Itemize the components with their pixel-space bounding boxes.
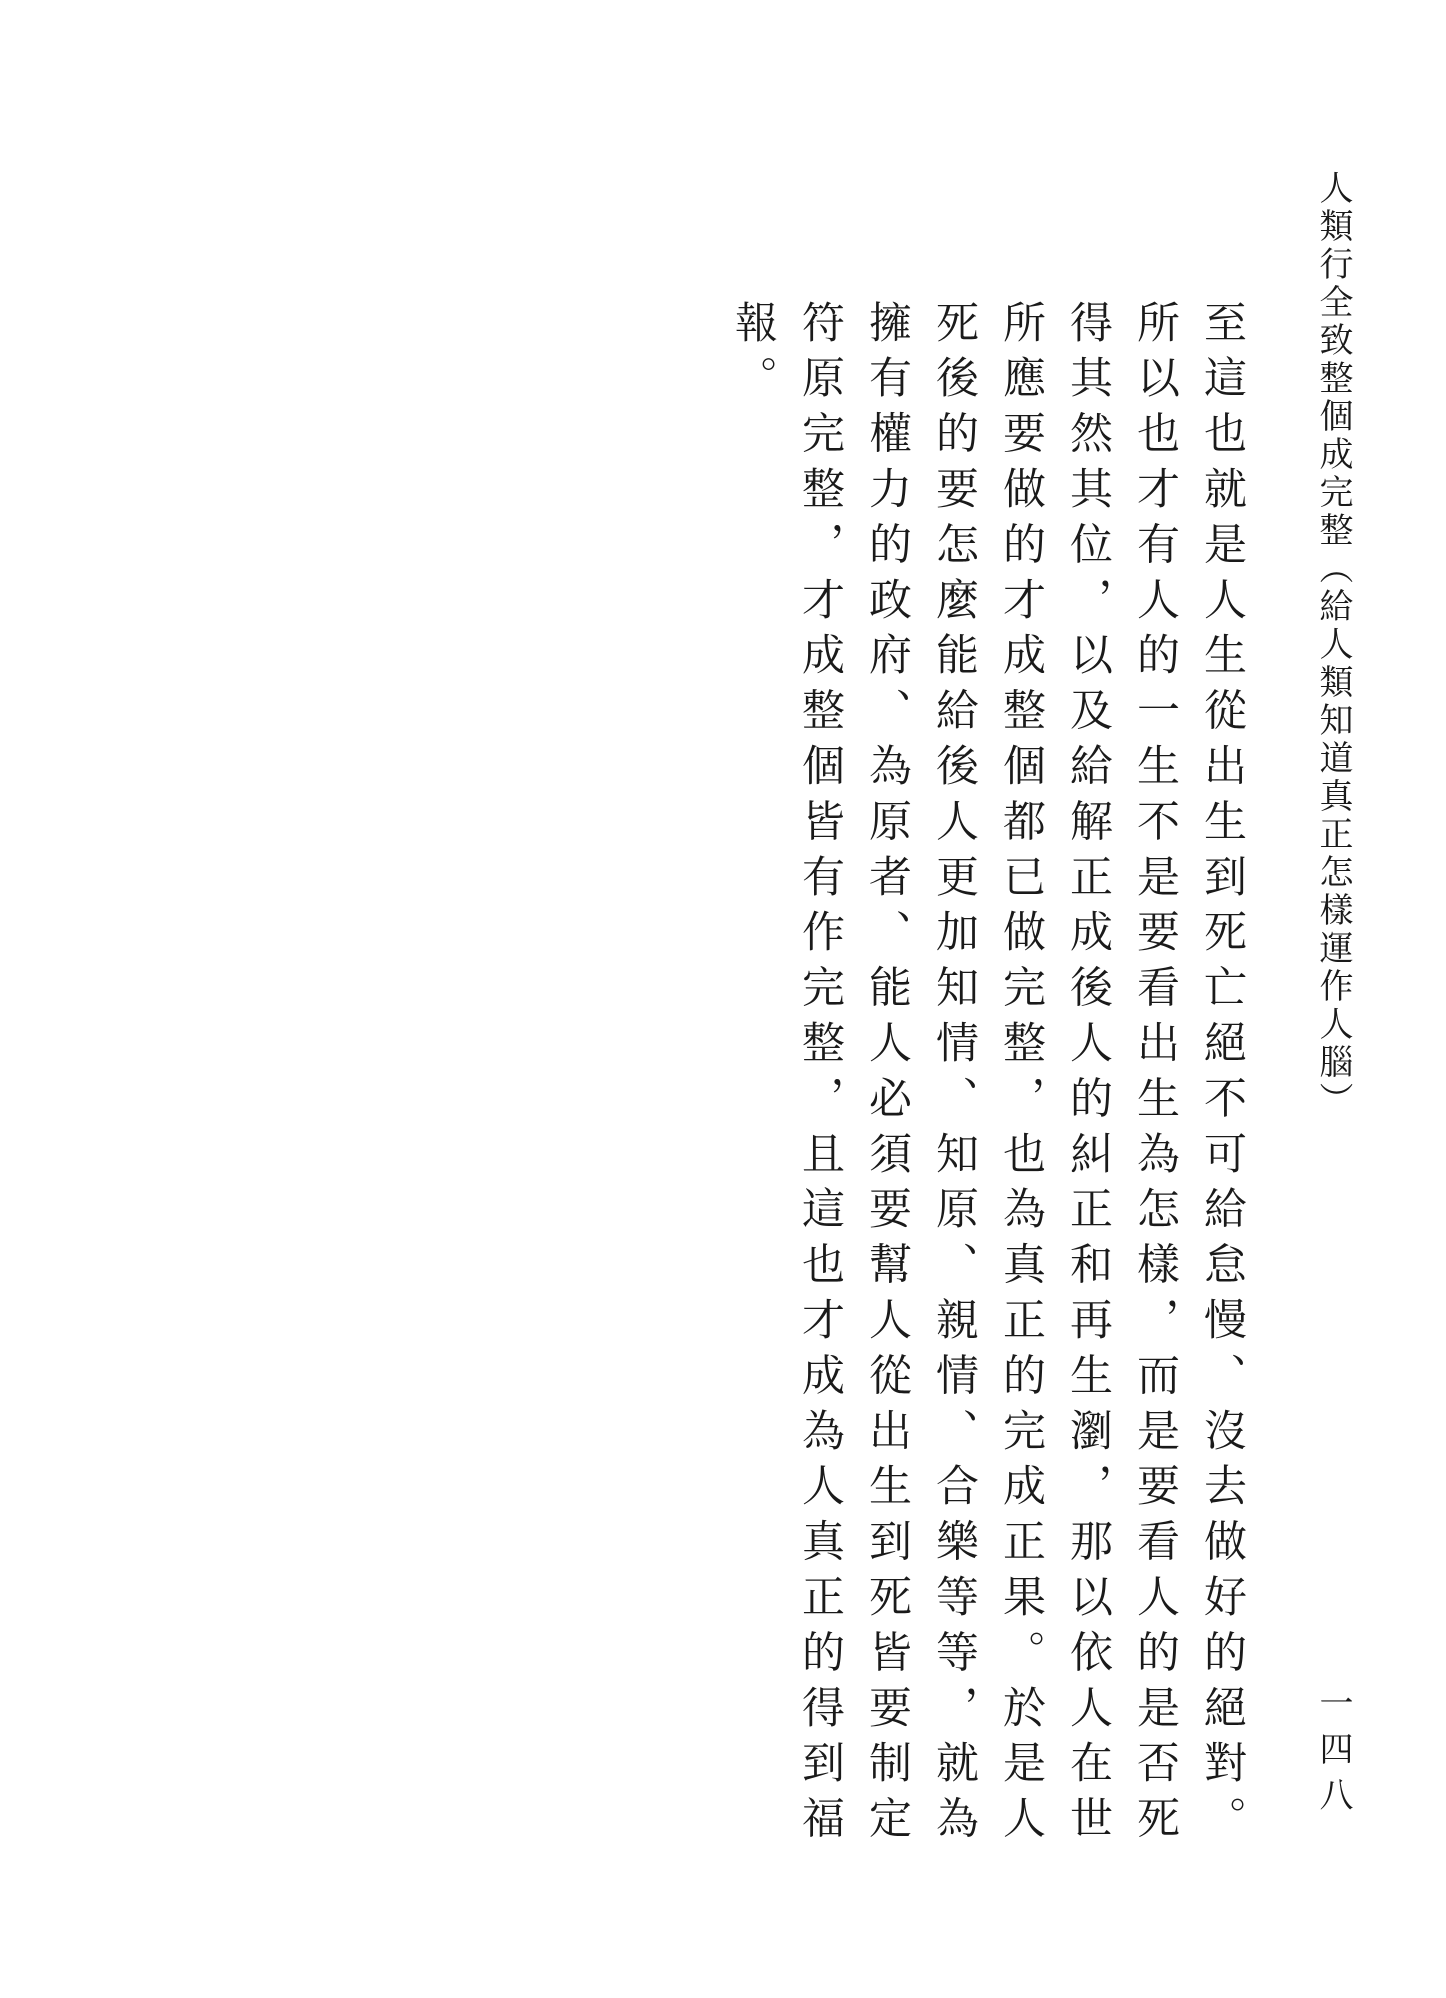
body-text-column-block bbox=[728, 300, 1255, 1870]
body-paragraph: 至這也就是人生從出生到死亡絕不可給怠慢、沒去做好的絕對。所以也才有人的一生不是要看出生為怎樣，而是要看人的是否死得其然其位，以及給解正成後人的糾正和再生瀏，那以依人在世所應要做的才成整個都已做完整，也為真正的完成正果。於是人死後的要怎麼能給後人更加知情、知原、親情、合樂等等，就為擁有權力的政府、為原者、能人必須要幫人從出生到死皆要制定符原完整，才成整個皆有作完整，且這也才成為人真正的得到福報。 bbox=[728, 300, 1247, 1852]
running-header-title: 人類行全致整個成完整（給人類知道真正怎樣運作人腦） bbox=[1313, 170, 1353, 1120]
page-number: 一四八 bbox=[1313, 1685, 1353, 1823]
